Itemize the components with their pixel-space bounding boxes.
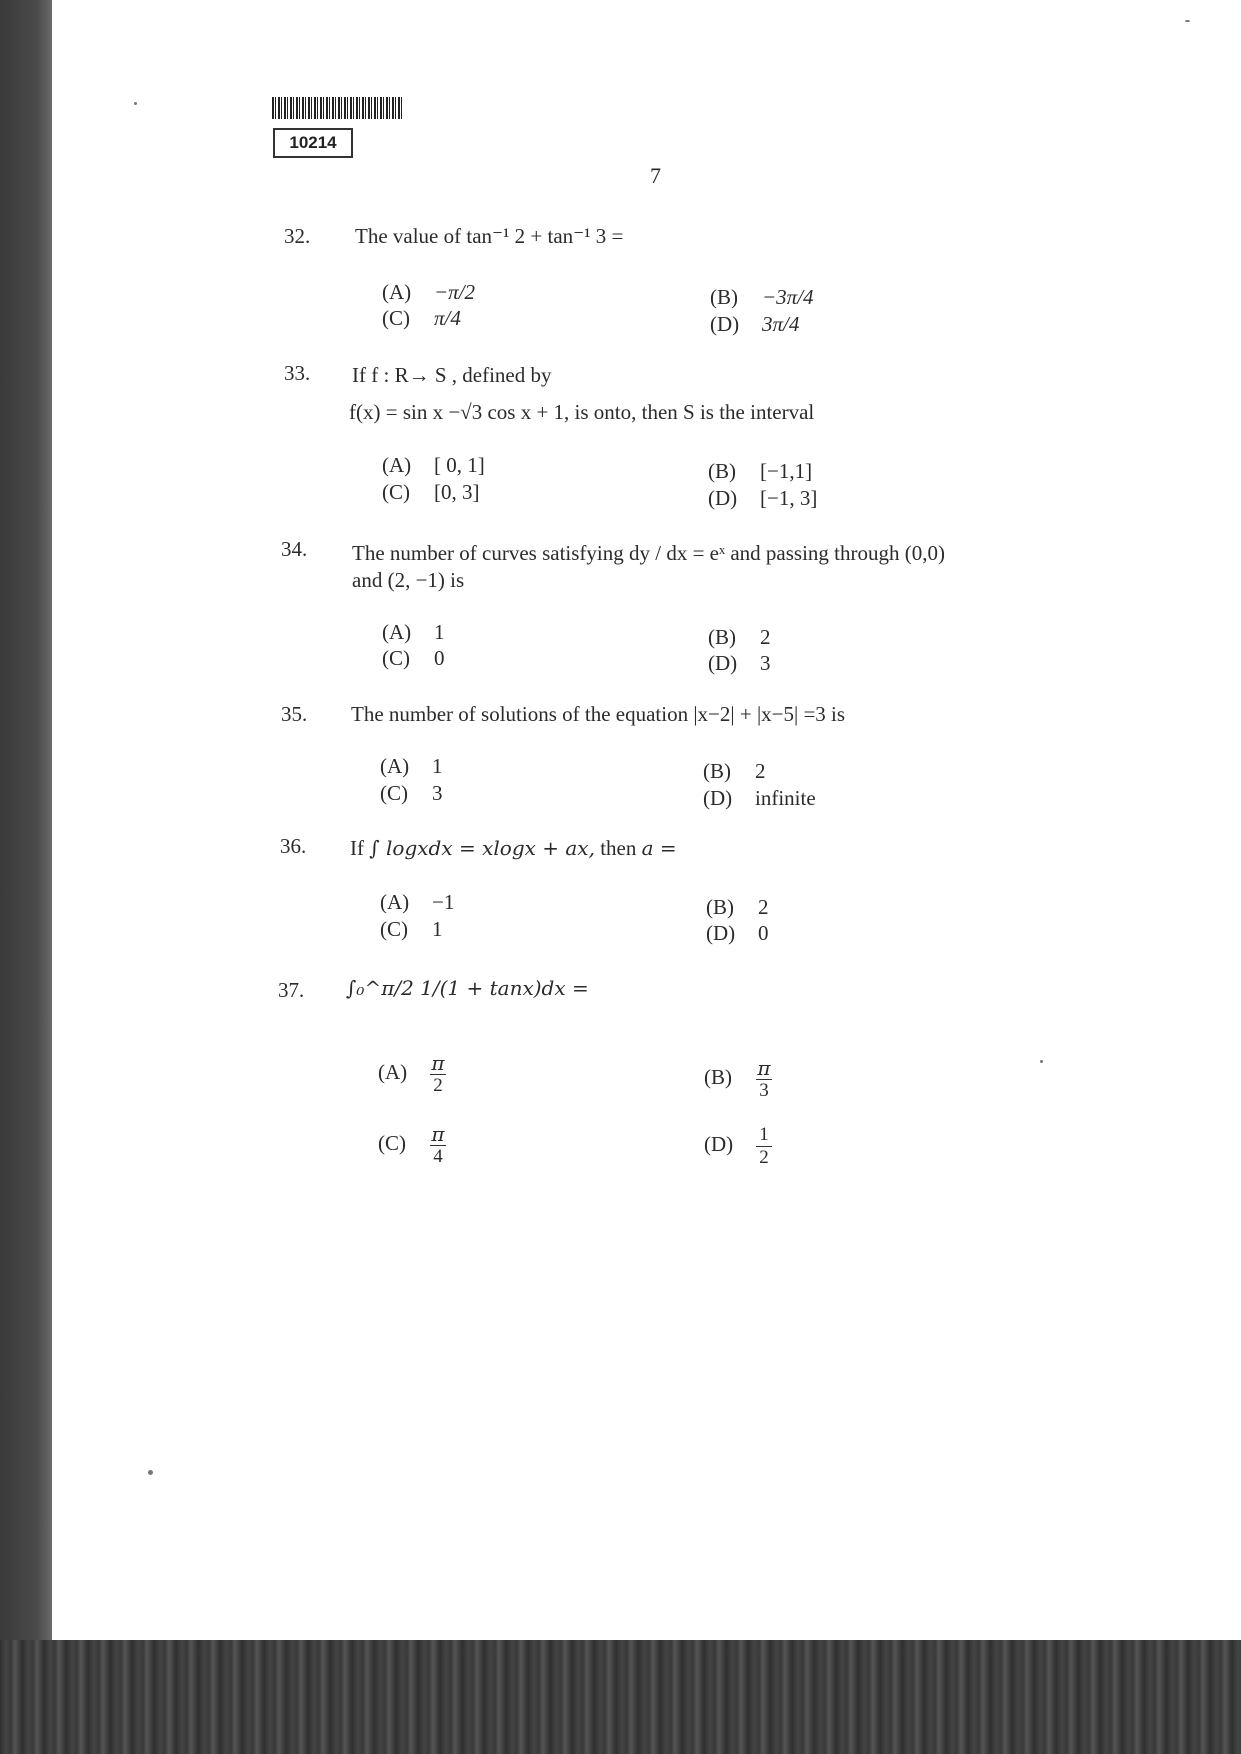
scan-border-bottom (0, 1640, 1241, 1754)
option-d: (D) infinite (703, 786, 816, 810)
option-c: (C) 3 (380, 781, 443, 805)
option-c: (C) $\frac{\pi}{4}$ (378, 1122, 445, 1167)
option-a: (A) −1 (380, 890, 455, 914)
question-number: 32. (284, 224, 311, 248)
scan-speck (134, 102, 137, 105)
option-d: (D) 3π/4 (710, 312, 800, 336)
option-d: (D) 3 (708, 651, 771, 675)
option-c: (C) 1 (380, 917, 443, 941)
option-a: (A) 1 (380, 754, 443, 778)
question-number: 34. (281, 537, 308, 561)
option-a: (A) 1 (382, 620, 445, 644)
option-b: (B) 2 (703, 759, 766, 783)
question-number: 35. (281, 702, 308, 726)
option-c: (C) [0, 3] (382, 480, 480, 504)
scan-speck (148, 1470, 153, 1475)
option-b: (B) 2 (708, 625, 771, 649)
question-number: 33. (284, 361, 311, 385)
option-b: (B) −3π/4 (710, 285, 814, 309)
question-text: The number of curves satisfying dy / dx = eˣ and passing through (0,0) (352, 541, 945, 565)
question-text: If f : R→ S , defined by (352, 363, 552, 387)
question-text: ∫₀^π/2 1/(1 + tanx)dx = (346, 976, 589, 1000)
option-b: (B) [−1,1] (708, 459, 813, 483)
option-d: (D) $\frac{1}{2}$ (704, 1124, 772, 1169)
question-number: 37. (278, 978, 305, 1002)
question-text: If ∫ logxdx = xlogx + ax, then a = (350, 836, 677, 860)
question-text: The number of solutions of the equation |x−2| + |x−5| =3 is (351, 702, 846, 726)
option-b: (B) $\frac{\pi}{3}$ (704, 1056, 771, 1101)
option-a: (A) −π/2 (382, 280, 476, 304)
option-a: (A) $\frac{\pi}{2}$ (378, 1051, 445, 1096)
question-text: The value of tan⁻¹ 2 + tan⁻¹ 3 = (355, 224, 624, 248)
paper-code: 10214 (273, 128, 353, 158)
barcode-image (272, 97, 404, 119)
question-number: 36. (280, 834, 307, 858)
option-d: (D) [−1, 3] (708, 486, 818, 510)
option-a: (A) [ 0, 1] (382, 453, 485, 477)
scan-border-left (0, 0, 52, 1754)
scan-speck (1040, 1060, 1043, 1063)
question-text-line-2: f(x) = sin x −√3 cos x + 1, is onto, then S is the interval (349, 400, 815, 424)
option-b: (B) 2 (706, 895, 769, 919)
option-c: (C) π/4 (382, 306, 461, 330)
option-d: (D) 0 (706, 921, 769, 945)
option-c: (C) 0 (382, 646, 445, 670)
scan-speck (1185, 20, 1190, 22)
question-text-line-2: and (2, −1) is (352, 568, 465, 592)
page-number: 7 (650, 163, 661, 188)
